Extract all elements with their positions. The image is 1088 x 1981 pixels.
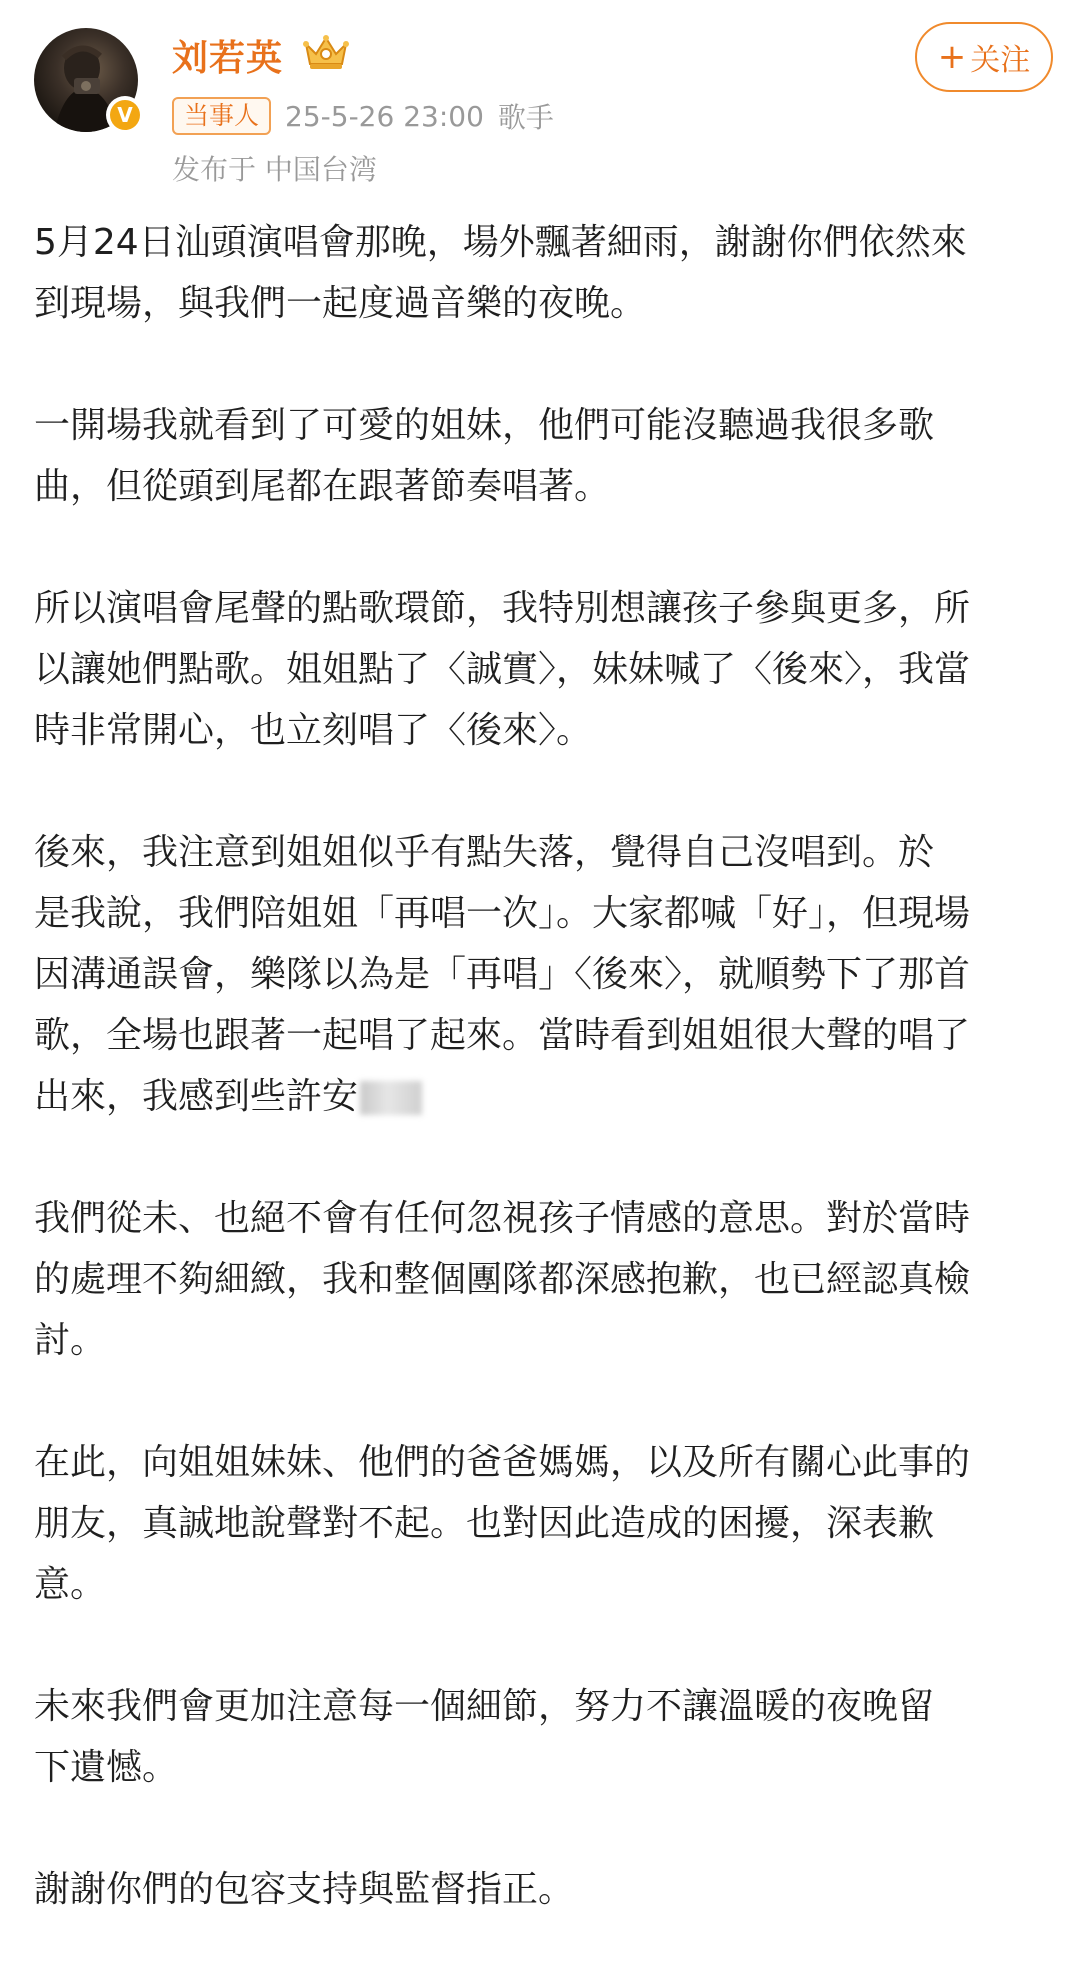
post-location: 发布于 中国台湾 <box>172 153 377 186</box>
author-name[interactable]: 刘若英 <box>172 38 284 79</box>
paragraph-1: 5月24日汕頭演唱會那晚，場外飄著細雨，謝謝你們依然來 到現場，與我們一起度過音樂的夜晚。 <box>34 222 967 324</box>
plus-icon: + <box>937 37 967 77</box>
paragraph-7: 未來我們會更加注意每一個細節，努力不讓溫暖的夜晚留 下遺憾。 <box>34 1686 935 1788</box>
post-header <box>0 0 1088 190</box>
paragraph-8: 謝謝你們的包容支持與監督指正。 <box>34 1869 575 1910</box>
post-date: 25-5-26 23:00 <box>285 99 484 133</box>
blurred-text <box>360 1081 422 1115</box>
paragraph-2: 一開場我就看到了可愛的姐妹，他們可能沒聽過我很多歌 曲，但從頭到尾都在跟著節奏唱著。 <box>34 405 935 507</box>
paragraph-4-text: 後來，我注意到姐姐似乎有點失落，覺得自己沒唱到。於 是我說，我們陪姐姐「再唱一次」。大家都喊「好」，但現場 因溝通誤會，樂隊以為是「再唱」〈後來〉，就順勢下了那首 歌，全場也跟著一起唱了起來。當時看到姐姐很大聲的唱了 出來，我感到些許安 <box>34 832 971 1117</box>
follow-button[interactable] <box>915 22 1053 92</box>
verified-badge-icon: V <box>106 96 144 134</box>
paragraph-5: 我們從未、也絕不會有任何忽視孩子情感的意思。對於當時 的處理不夠細緻，我和整個團隊都深感抱歉，也已經認真檢 討。 <box>34 1198 971 1361</box>
paragraph-3: 所以演唱會尾聲的點歌環節，我特別想讓孩子參與更多，所 以讓她們點歌。姐姐點了〈誠實〉，妹妹喊了〈後來〉，我當 時非常開心，也立刻唱了〈後來〉。 <box>34 588 971 751</box>
post-meta <box>172 96 554 136</box>
paragraph-4 <box>34 822 1058 1127</box>
follow-button-label: 关注 <box>970 43 1031 78</box>
paragraph-6: 在此，向姐姐妹妹、他們的爸爸媽媽，以及所有關心此事的 朋友，真誠地說聲對不起。也對因此造成的困擾，深表歉 意。 <box>34 1442 971 1605</box>
author-role: 歌手 <box>497 101 554 134</box>
post-body <box>34 212 1058 1981</box>
party-badge: 当事人 <box>172 97 271 135</box>
crown-icon <box>302 32 350 72</box>
